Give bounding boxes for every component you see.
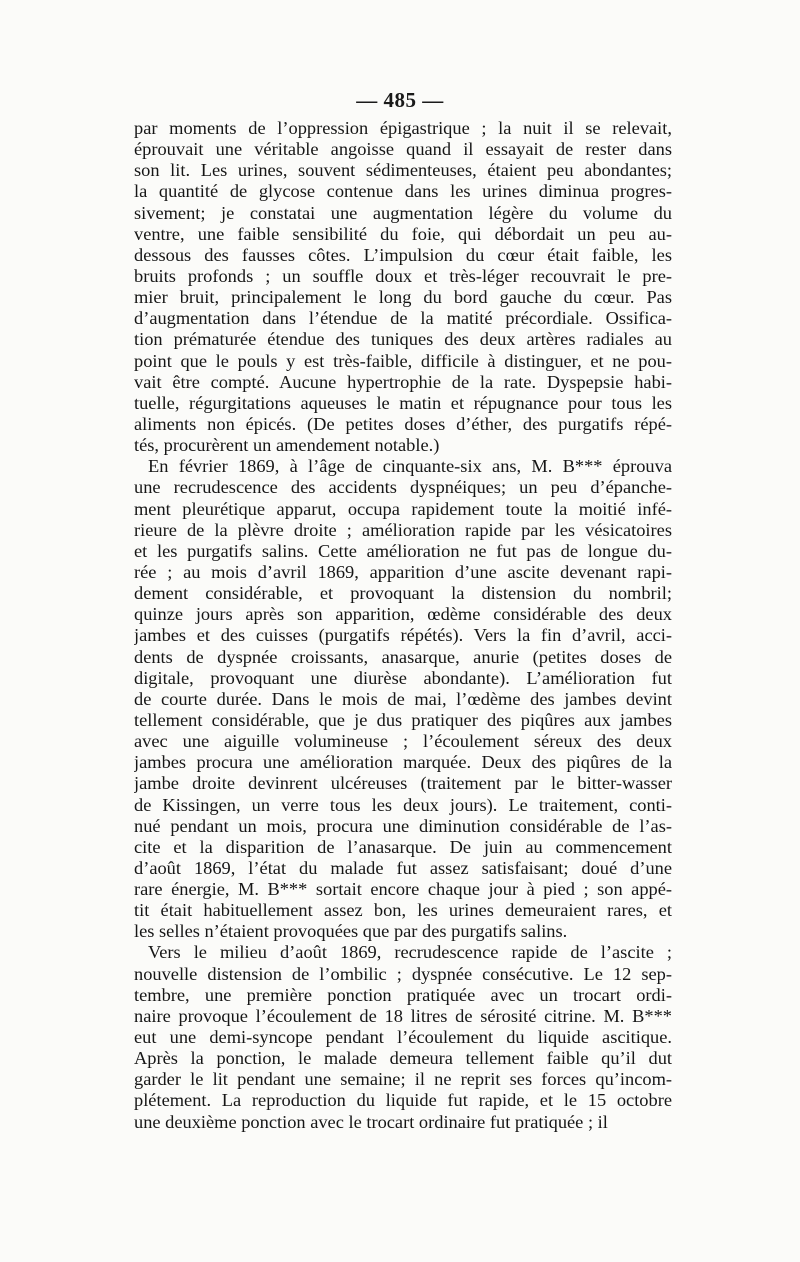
text-line: dents de dyspnée croissants, anasarque, anurie (petites doses de: [134, 646, 672, 667]
text-line: Après la ponction, le malade demeura tellement faible qu’il dut: [134, 1048, 672, 1069]
text-line: son lit. Les urines, souvent sédimenteuses, étaient peu abondantes;: [134, 160, 672, 181]
text-line: les selles n’étaient provoquées que par des purgatifs salins.: [134, 921, 568, 942]
text-line: tembre, une première ponction pratiquée avec un trocart ordi-: [134, 984, 672, 1005]
text-line: de courte durée. Dans le mois de mai, l’œdème des jambes devint: [134, 688, 672, 709]
text-line: et les purgatifs salins. Cette amélioration ne fut pas de longue du-: [134, 540, 672, 561]
text-line: ventre, une faible sensibilité du foie, qui débordait un peu au-: [134, 223, 672, 244]
text-line: ment pleurétique apparut, occupa rapidement toute la moitié infé-: [134, 498, 672, 519]
text-line: garder le lit pendant une semaine; il ne reprit ses forces qu’incom-: [134, 1069, 672, 1090]
text-line: éprouvait une véritable angoisse quand il essayait de rester dans: [134, 139, 672, 160]
text-line: tit était habituellement assez bon, les urines demeuraient rares, et: [134, 900, 672, 921]
text-line: jambe droite devinrent ulcéreuses (traitement par le bitter-wasser: [134, 773, 672, 794]
text-line: aliments non épicés. (De petites doses d’éther, des purgatifs répé-: [134, 413, 672, 434]
page-number: — 485 —: [356, 88, 444, 112]
text-line: vait être compté. Aucune hypertrophie de la rate. Dyspepsie habi-: [134, 371, 672, 392]
text-line: dement considérable, et provoquant la distension du nombril;: [134, 583, 672, 604]
text-line: sivement; je constatai une augmentation légère du volume du: [134, 202, 672, 223]
text-line: la quantité de glycose contenue dans les urines diminua progres-: [134, 181, 672, 202]
text-line: tuelle, régurgitations aqueuses le matin et répugnance pour tous les: [134, 392, 672, 413]
text-line: naire provoque l’écoulement de 18 litres de sérosité citrine. M. B***: [134, 1005, 672, 1026]
text-line: d’augmentation dans l’étendue de la matité précordiale. Ossifica-: [134, 308, 672, 329]
text-line: tion prématurée étendue des tuniques des deux artères radiales au: [134, 329, 672, 350]
text-line: une recrudescence des accidents dyspnéiques; un peu d’épanche-: [134, 477, 672, 498]
text-line: nué pendant un mois, procura une diminution considérable de l’as-: [134, 815, 672, 836]
body-text: [134, 118, 672, 1133]
text-line: tés, procurèrent un amendement notable.): [134, 435, 440, 456]
text-line: jambes et des cuisses (purgatifs répétés). Vers la fin d’avril, acci-: [134, 625, 672, 646]
text-line: une deuxième ponction avec le trocart ordinaire fut pratiquée ; il: [134, 1111, 608, 1132]
text-line: bruits profonds ; un souffle doux et très-léger recouvrait le pre-: [134, 265, 672, 286]
text-line: digitale, provoquant une diurèse abondante). L’amélioration fut: [134, 667, 672, 688]
text-line: nouvelle distension de l’ombilic ; dyspnée consécutive. Le 12 sep-: [134, 963, 672, 984]
text-line: d’août 1869, l’état du malade fut assez satisfaisant; doué d’une: [134, 857, 672, 878]
text-line: de Kissingen, un verre tous les deux jours). Le traitement, conti-: [134, 794, 672, 815]
text-line: dessous des fausses côtes. L’impulsion du cœur était faible, les: [134, 244, 672, 265]
text-line: quinze jours après son apparition, œdème considérable des deux: [134, 604, 672, 625]
text-line: rare énergie, M. B*** sortait encore chaque jour à pied ; son appé-: [134, 879, 672, 900]
text-line: point que le pouls y est très-faible, difficile à distinguer, et ne pou-: [134, 350, 672, 371]
text-line: plétement. La reproduction du liquide fut rapide, et le 15 octobre: [134, 1090, 672, 1111]
text-line: par moments de l’oppression épigastrique ; la nuit il se relevait,: [134, 118, 672, 138]
text-line: avec une aiguille volumineuse ; l’écoulement séreux des deux: [134, 731, 672, 752]
text-line: En février 1869, à l’âge de cinquante-six ans, M. B*** éprouva: [148, 456, 672, 477]
text-line: rée ; au mois d’avril 1869, apparition d’une ascite devenant rapi-: [134, 561, 672, 582]
text-line: cite et la disparition de l’anasarque. De juin au commencement: [134, 836, 672, 857]
text-line: eut une demi-syncope pendant l’écoulement du liquide ascitique.: [134, 1027, 672, 1048]
text-line: mier bruit, principalement le long du bord gauche du cœur. Pas: [134, 287, 672, 308]
text-line: jambes procura une amélioration marquée. Deux des piqûres de la: [134, 752, 672, 773]
text-line: rieure de la plèvre droite ; amélioration rapide par les vésicatoires: [134, 519, 672, 540]
text-line: tellement considérable, que je dus pratiquer des piqûres aux jambes: [134, 709, 672, 730]
text-line: Vers le milieu d’août 1869, recrudescence rapide de l’ascite ;: [148, 942, 672, 963]
